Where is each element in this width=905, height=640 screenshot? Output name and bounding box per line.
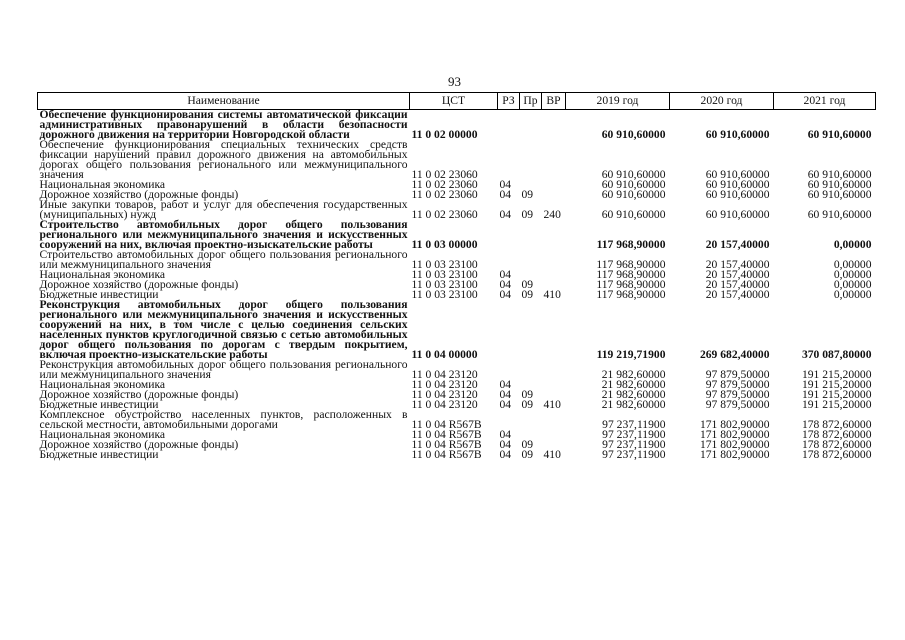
cell-vr — [542, 360, 566, 380]
table-row — [38, 410, 876, 430]
cell-cst: 11 0 04 R567B — [411, 448, 482, 461]
cell-cst: 11 0 04 23120 — [411, 378, 478, 391]
cell-2020: 60 910,60000 — [705, 128, 770, 141]
cell-2019: 97 237,11900 — [602, 418, 666, 431]
cell-2019: 117 968,90000 — [596, 288, 666, 301]
cell-cst: 11 0 02 23060 — [411, 188, 478, 201]
cell-pr: 09 — [521, 388, 534, 401]
cell-2020: 269 682,40000 — [699, 348, 770, 361]
cell-vr — [542, 190, 566, 200]
header-name: Наименование — [38, 93, 410, 110]
cell-2021: 191 215,20000 — [801, 398, 872, 411]
cell-name: Обеспечение функционирования специальных технических средств фиксации нарушений правил дорожного движения на автомобильных дорогах общего пользования регионального или межмуниципального значения — [39, 138, 408, 181]
cell-2020: 20 157,40000 — [705, 238, 770, 251]
cell-cst: 11 0 02 23060 — [411, 208, 478, 221]
table-row — [38, 200, 876, 220]
cell-rz: 04 — [499, 208, 512, 221]
cell-rz — [498, 140, 520, 180]
cell-2021: 191 215,20000 — [801, 378, 872, 391]
cell-2021: 60 910,60000 — [807, 208, 872, 221]
cell-rz — [498, 220, 520, 250]
cell-rz — [498, 110, 520, 141]
cell-2019: 117 968,90000 — [596, 268, 666, 281]
cell-vr: 410 — [543, 398, 561, 411]
cell-2021: 60 910,60000 — [807, 188, 872, 201]
cell-vr — [542, 140, 566, 180]
cell-2019: 60 910,60000 — [601, 168, 666, 181]
cell-2020: 97 879,50000 — [705, 368, 770, 381]
cell-pr — [520, 140, 542, 180]
cell-2020: 20 157,40000 — [705, 288, 770, 301]
header-2020: 2020 год — [670, 93, 774, 110]
cell-2019: 21 982,60000 — [601, 378, 666, 391]
cell-vr — [542, 430, 566, 440]
cell-2021: 178 872,60000 — [801, 438, 872, 451]
cell-2020: 20 157,40000 — [705, 258, 770, 271]
cell-name: Бюджетные инвестиции — [39, 448, 159, 461]
cell-cst: 11 0 02 23060 — [411, 168, 478, 181]
cell-pr — [520, 110, 542, 141]
cell-pr: 09 — [521, 438, 534, 451]
cell-name: Комплексное обустройство населенных пунктов, расположенных в сельской местности, автомобильными дорогами — [39, 408, 408, 431]
cell-pr: 09 — [521, 448, 534, 461]
cell-2019: 60 910,60000 — [601, 128, 666, 141]
cell-name: Национальная экономика — [39, 268, 166, 281]
header-pr: Пр — [520, 93, 542, 110]
cell-vr: 410 — [543, 288, 561, 301]
cell-2020: 97 879,50000 — [705, 398, 770, 411]
cell-name: Реконструкция автомобильных дорог общего пользования регионального или межмуниципального значения и искусственных сооружений на них, в том числе с целью соединения сельских населенных пунктов круглогодичной связью с сетью автомобильных дорог общего пользования по дорогам с твердым покрытием, включая проектно-изыскательские работы — [39, 298, 408, 361]
cell-2020: 60 910,60000 — [705, 208, 770, 221]
cell-cst: 11 0 03 23100 — [411, 288, 478, 301]
cell-2020: 20 157,40000 — [705, 268, 770, 281]
header-2021: 2021 год — [774, 93, 876, 110]
cell-vr — [542, 180, 566, 190]
cell-name: Дорожное хозяйство (дорожные фонды) — [39, 388, 239, 401]
cell-2020: 60 910,60000 — [705, 168, 770, 181]
cell-2021: 191 215,20000 — [801, 388, 872, 401]
cell-rz: 04 — [499, 428, 512, 441]
cell-name: Национальная экономика — [39, 178, 166, 191]
cell-rz: 04 — [499, 388, 512, 401]
cell-2019: 21 982,60000 — [601, 398, 666, 411]
cell-2020: 97 879,50000 — [705, 388, 770, 401]
cell-cst: 11 0 02 00000 — [411, 128, 478, 141]
cell-name: Дорожное хозяйство (дорожные фонды) — [39, 438, 239, 451]
cell-rz: 04 — [499, 448, 512, 461]
cell-2020: 60 910,60000 — [705, 188, 770, 201]
table-row — [38, 360, 876, 380]
cell-2021: 0,00000 — [833, 258, 872, 271]
cell-2021: 370 087,80000 — [801, 348, 872, 361]
cell-2020: 97 879,50000 — [705, 378, 770, 391]
table-row — [38, 110, 876, 141]
cell-pr: 09 — [521, 208, 534, 221]
cell-vr — [542, 300, 566, 360]
cell-cst: 11 0 04 R567B — [411, 428, 482, 441]
cell-name: Реконструкция автомобильных дорог общего пользования регионального или межмуниципального значения — [39, 358, 408, 381]
cell-vr — [542, 110, 566, 141]
cell-rz — [498, 250, 520, 270]
cell-rz: 04 — [499, 188, 512, 201]
cell-vr — [542, 270, 566, 280]
page-number: 93 — [448, 74, 461, 89]
cell-name: Строительство автомобильных дорог общего пользования регионального или межмуниципального значения — [39, 248, 408, 271]
cell-rz: 04 — [499, 288, 512, 301]
cell-2020: 171 802,90000 — [699, 448, 770, 461]
cell-vr: 410 — [543, 448, 561, 461]
cell-cst: 11 0 04 R567B — [411, 418, 482, 431]
cell-pr: 09 — [521, 278, 534, 291]
cell-2020: 20 157,40000 — [705, 278, 770, 291]
cell-rz — [498, 300, 520, 360]
cell-name: Бюджетные инвестиции — [39, 398, 159, 411]
cell-2019: 60 910,60000 — [601, 178, 666, 191]
cell-name: Национальная экономика — [39, 378, 166, 391]
cell-rz: 04 — [499, 378, 512, 391]
cell-pr — [520, 220, 542, 250]
cell-2020: 171 802,90000 — [699, 418, 770, 431]
budget-table — [37, 92, 876, 460]
cell-cst: 11 0 03 23100 — [411, 258, 478, 271]
cell-pr: 09 — [521, 288, 534, 301]
cell-2019: 119 219,71900 — [596, 348, 666, 361]
cell-cst: 11 0 04 23120 — [411, 368, 478, 381]
cell-2019: 117 968,90000 — [596, 278, 666, 291]
cell-name: Иные закупки товаров, работ и услуг для обеспечения государственных (муниципальных) нужд — [39, 198, 408, 221]
cell-name: Национальная экономика — [39, 428, 166, 441]
cell-rz: 04 — [499, 438, 512, 451]
cell-cst: 11 0 03 00000 — [411, 238, 478, 251]
cell-cst: 11 0 04 23120 — [411, 388, 478, 401]
header-rz: РЗ — [498, 93, 520, 110]
table-header-row — [38, 93, 876, 110]
cell-vr — [542, 220, 566, 250]
cell-cst: 11 0 04 23120 — [411, 398, 478, 411]
cell-2021: 178 872,60000 — [801, 428, 872, 441]
cell-pr — [520, 410, 542, 430]
cell-vr: 240 — [543, 208, 561, 221]
cell-2020: 60 910,60000 — [705, 178, 770, 191]
cell-2021: 178 872,60000 — [801, 448, 872, 461]
cell-name: Бюджетные инвестиции — [39, 288, 159, 301]
cell-2019: 117 968,90000 — [596, 238, 666, 251]
cell-cst: 11 0 03 23100 — [411, 268, 478, 281]
cell-pr: 09 — [521, 398, 534, 411]
cell-vr — [542, 410, 566, 430]
header-2019: 2019 год — [566, 93, 670, 110]
cell-2021: 0,00000 — [833, 288, 872, 301]
cell-2021: 0,00000 — [833, 238, 872, 251]
cell-pr — [520, 360, 542, 380]
table-body — [38, 110, 876, 461]
cell-2019: 97 237,11900 — [602, 448, 666, 461]
cell-2021: 0,00000 — [833, 278, 872, 291]
cell-2021: 60 910,60000 — [807, 168, 872, 181]
cell-rz: 04 — [499, 398, 512, 411]
cell-2021: 0,00000 — [833, 268, 872, 281]
table-row — [38, 220, 876, 250]
cell-2021: 178 872,60000 — [801, 418, 872, 431]
cell-vr — [542, 380, 566, 390]
cell-cst: 11 0 03 23100 — [411, 278, 478, 291]
table-row — [38, 450, 876, 460]
cell-name: Дорожное хозяйство (дорожные фонды) — [39, 278, 239, 291]
cell-2020: 171 802,90000 — [699, 428, 770, 441]
header-vr: ВР — [542, 93, 566, 110]
cell-2019: 97 237,11900 — [602, 438, 666, 451]
cell-name: Дорожное хозяйство (дорожные фонды) — [39, 188, 239, 201]
cell-name: Строительство автомобильных дорог общего пользования регионального или межмуниципального значения и искусственных сооружений на них, включая проектно-изыскательские работы — [39, 218, 408, 251]
cell-2019: 117 968,90000 — [596, 258, 666, 271]
table-row — [38, 300, 876, 360]
cell-2020: 171 802,90000 — [699, 438, 770, 451]
cell-2019: 97 237,11900 — [602, 428, 666, 441]
cell-2019: 21 982,60000 — [601, 368, 666, 381]
cell-pr — [520, 300, 542, 360]
cell-pr — [520, 250, 542, 270]
cell-rz — [498, 360, 520, 380]
cell-pr: 09 — [521, 188, 534, 201]
cell-vr — [542, 250, 566, 270]
cell-2021: 191 215,20000 — [801, 368, 872, 381]
cell-2019: 21 982,60000 — [601, 388, 666, 401]
cell-rz: 04 — [499, 178, 512, 191]
table-row — [38, 250, 876, 270]
cell-2021: 60 910,60000 — [807, 178, 872, 191]
cell-rz — [498, 410, 520, 430]
header-cst: ЦСТ — [410, 93, 498, 110]
cell-cst: 11 0 02 23060 — [411, 178, 478, 191]
cell-2019: 60 910,60000 — [601, 208, 666, 221]
cell-rz: 04 — [499, 278, 512, 291]
cell-name: Обеспечение функционирования системы автоматической фиксации административных правонарушений в области безопасности дорожного движения на территории Новгородской области — [39, 108, 408, 141]
cell-cst: 11 0 04 R567B — [411, 438, 482, 451]
cell-2021: 60 910,60000 — [807, 128, 872, 141]
table-row — [38, 140, 876, 180]
cell-rz: 04 — [499, 268, 512, 281]
cell-cst: 11 0 04 00000 — [411, 348, 478, 361]
cell-2019: 60 910,60000 — [601, 188, 666, 201]
